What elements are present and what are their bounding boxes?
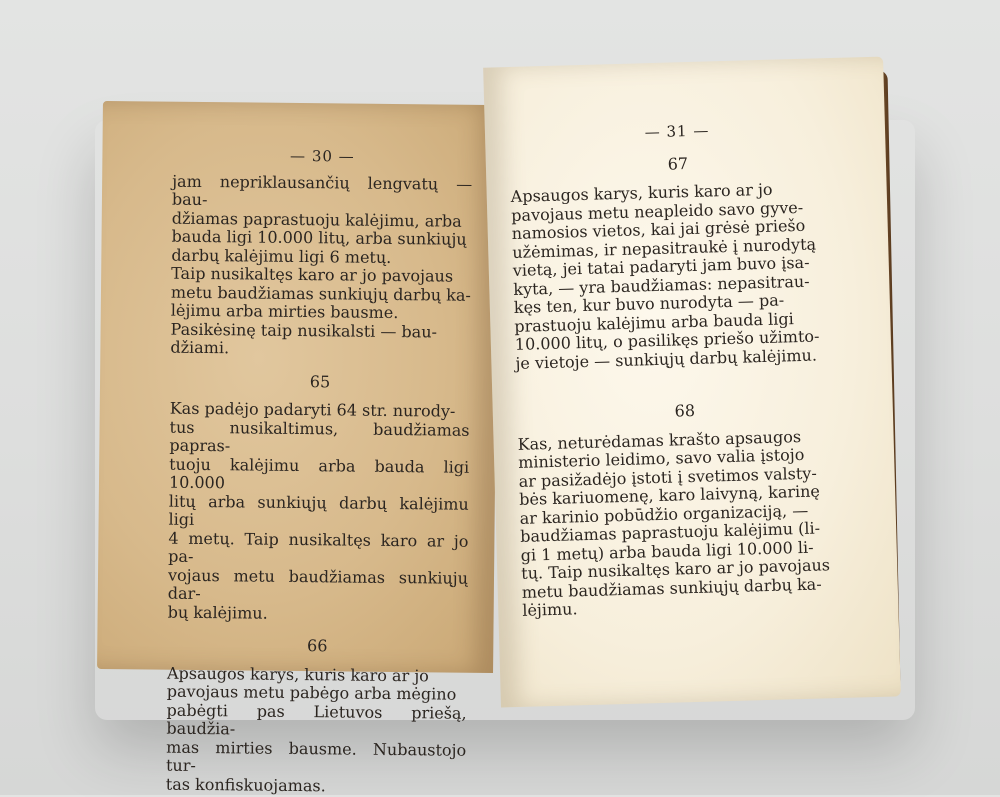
- page-number: — 31 —: [644, 121, 710, 142]
- paragraph: Pasikėsinę taip nusikalsti — bau- džiami.: [170, 319, 438, 358]
- section-number: 65: [309, 371, 331, 391]
- section-number: 66: [307, 636, 328, 656]
- left-page: [97, 101, 499, 795]
- page-number: — 30 —: [290, 146, 355, 166]
- section-number: 67: [667, 153, 689, 174]
- section-text: Apsaugos karys, kuris karo ar jo pavojaus metu neapleido savo gyve- namosios vietos, kai jai grėsė priešo užėmimas, ir nepasitraukė į nurodytą vietą, jei tatai padaryti jam buvo įsa- kyta, — yra baudžiamas: nepasitrau- kęs ten, kur buvo nurodyta — pa- prastuoju kalėjimu arba bauda ligi 10.000 litų, o pasilikęs priešo užimto- je vietoje — sunkiųjų darbų kalėjimu.: [510, 179, 820, 373]
- section-text: Kas padėjo padaryti 64 str. nurody- tus nusikaltimus, baudžiamas papras- tuoju kalėjimu arba bauda ligi 10.000 litų arba sunkiųjų darbų kalėjimu ligi 4 metų. Taip nusikaltęs karo ar jo pa- vojaus metu baudžiamas sunkiųjų dar- bų kalėjimu.: [167, 398, 470, 623]
- section-text: Kas, neturėdamas krašto apsaugos ministerio leidimo, savo valia įstojo ar pasižadėjo įstoti į svetimos valsty- bės kariuomenę, karo laivyną, karinę ar karinio pobūdžio organizaciją, — baudžiamas paprastuoju kalėjimu (li- gi 1 metų) arba bauda ligi 10.000 li- tų. Taip nusikaltęs karo ar jo pavojaus metu baudžiamas sunkiųjų darbų ka- lėjimu.: [517, 426, 831, 620]
- section-number: 68: [674, 400, 696, 421]
- right-page: [483, 57, 901, 708]
- paragraph: jam nepriklausančių lengvatų — bau- džiamas paprastuoju kalėjimu, arba bauda ligi 10.000 litų, arba sunkiųjų darbų kalėjimu ligi 6 metų.: [171, 171, 473, 267]
- section-text: Apsaugos karys, kuris karo ar jo pavojaus metu pabėgo arba mėgino pabėgti pas Lietuvos priešą, baudžia- mas mirties bausme. Nubaustojo tur- tas konfiskuojamas.: [165, 663, 467, 795]
- paragraph: Taip nusikaltęs karo ar jo pavojaus metu baudžiamas sunkiųjų darbų ka- lėjimu arba mirties bausme.: [170, 263, 471, 323]
